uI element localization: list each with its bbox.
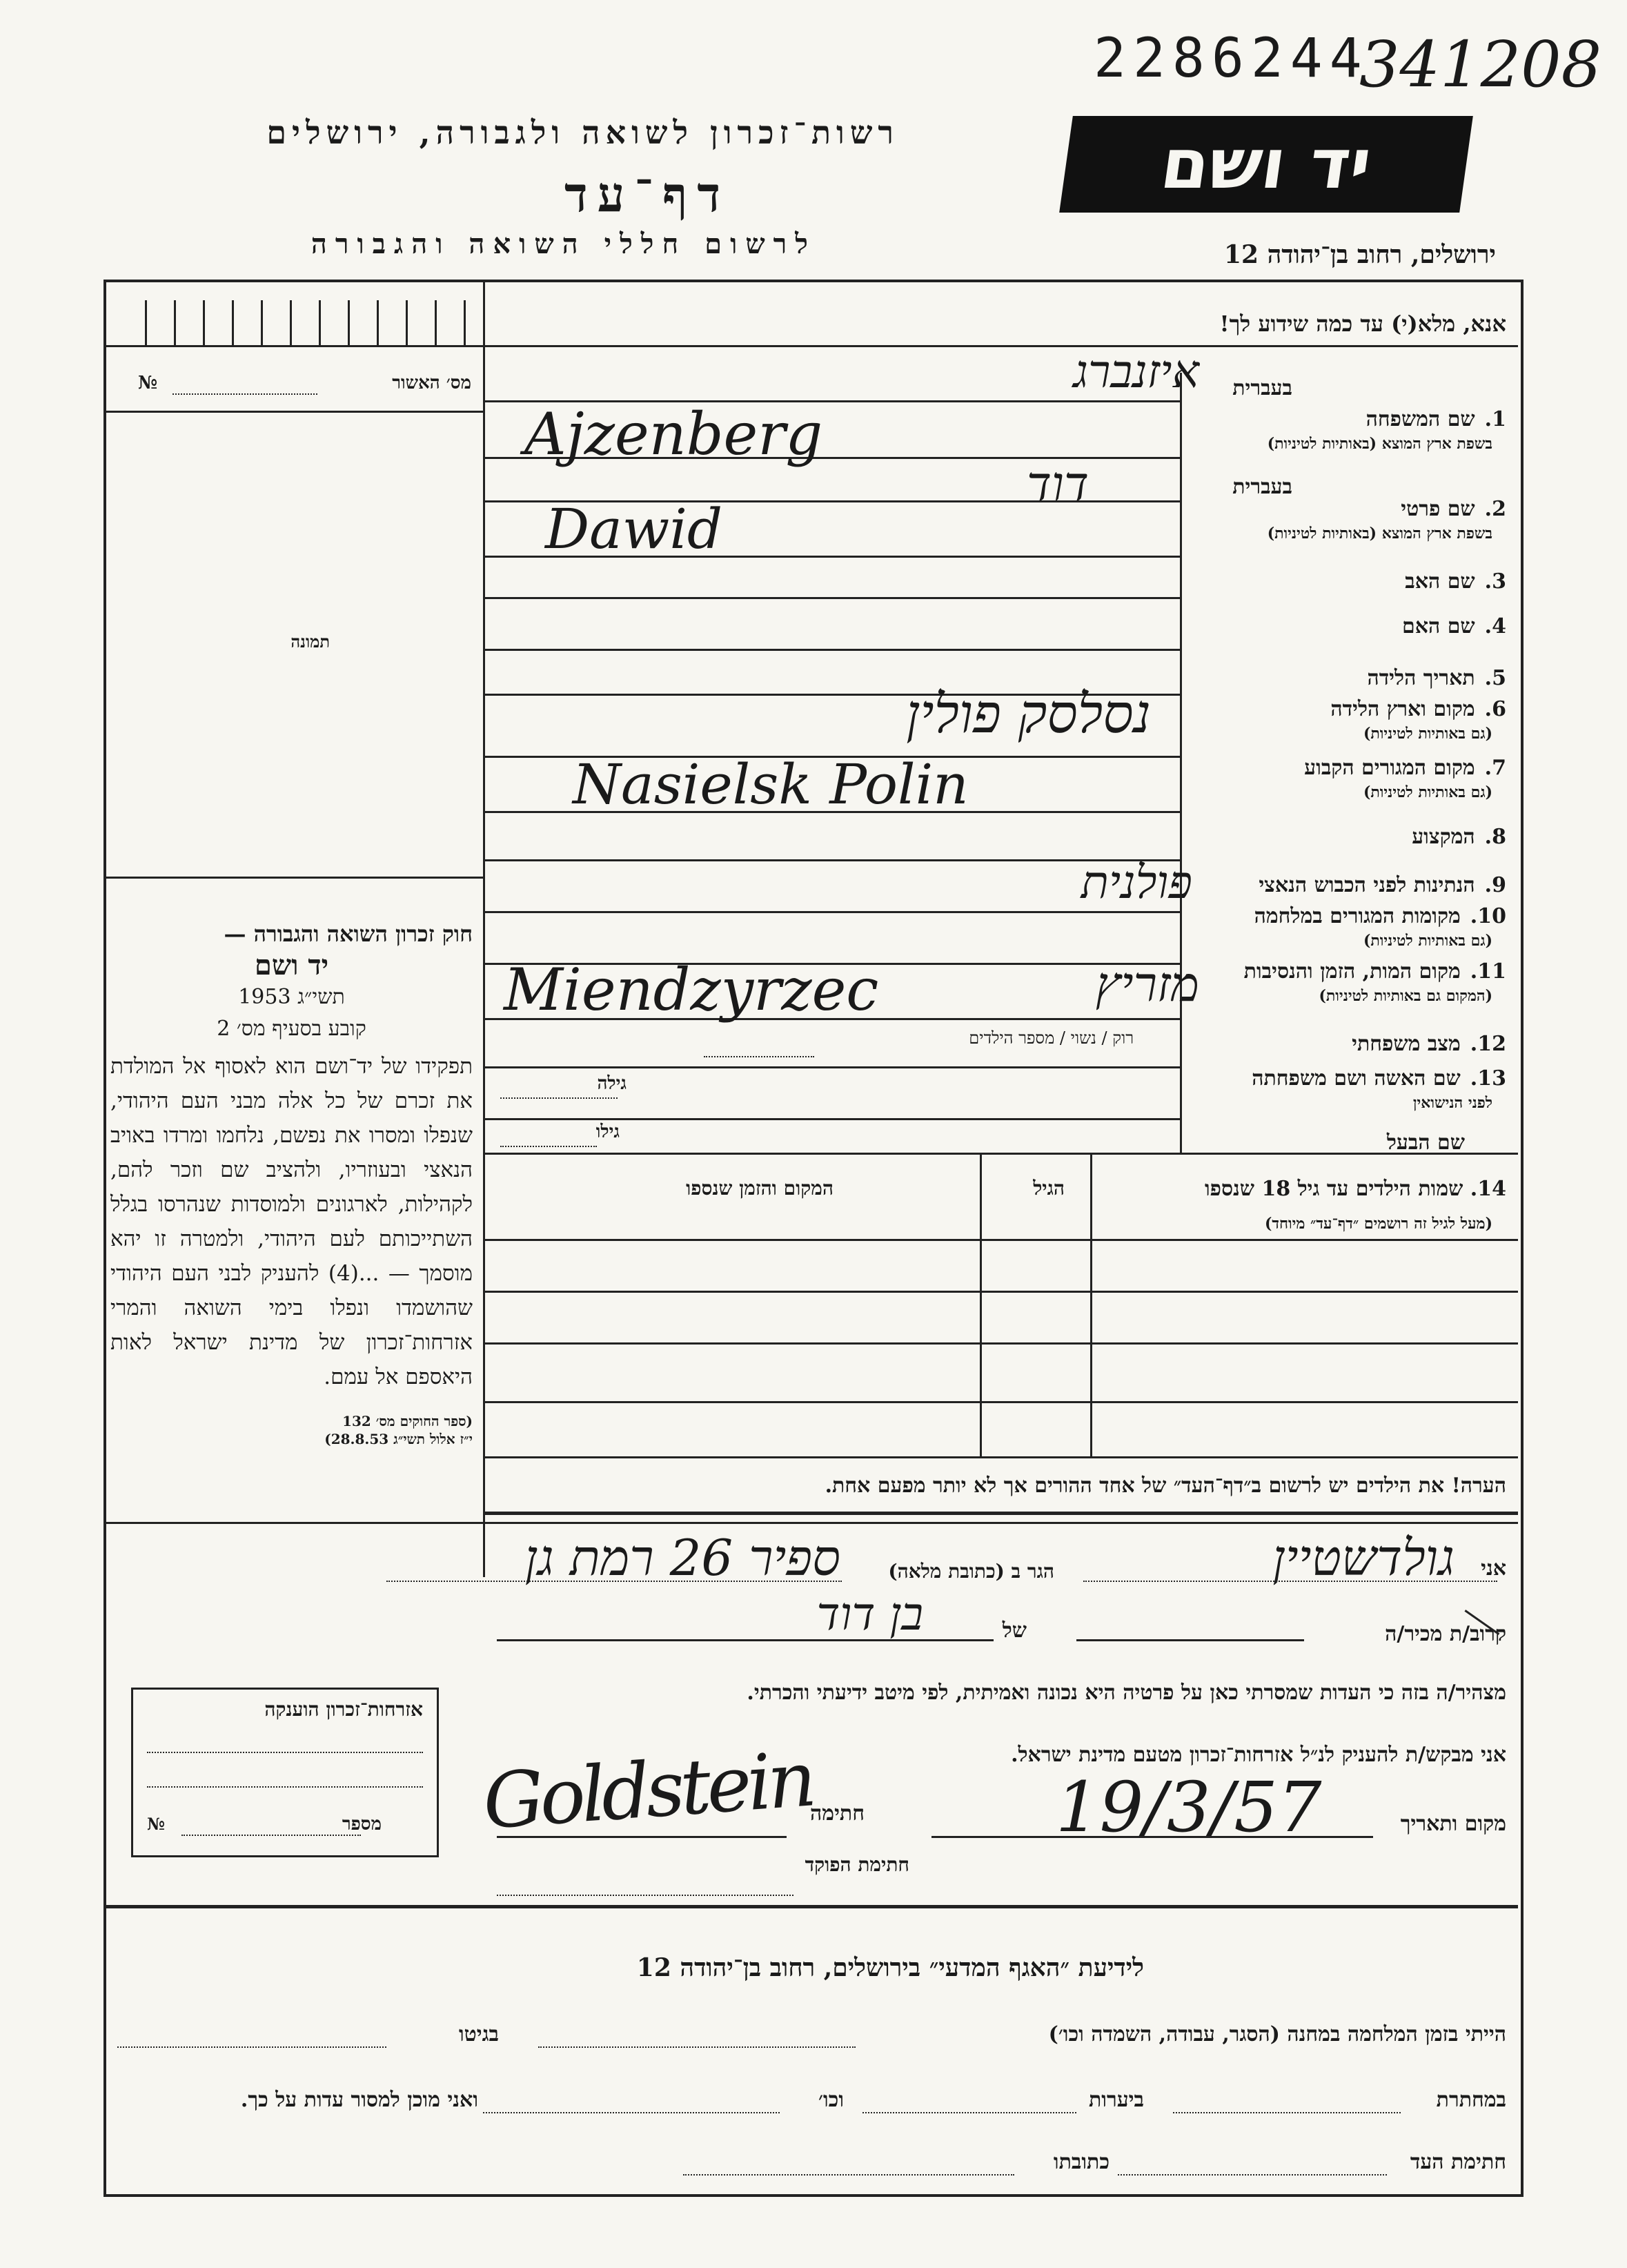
rule — [497, 1639, 994, 1641]
witness-name: גולדשטיין — [1272, 1529, 1455, 1587]
field-label-text: מצב משפחתי — [1352, 1032, 1461, 1056]
field-label-11 — [1244, 959, 1506, 984]
rule — [483, 1291, 1518, 1293]
footer-line2-suffix: ואני מוכן למסור עדות על כך. — [240, 2088, 478, 2112]
rule — [483, 1512, 1518, 1515]
family-name-latin: Ajzenberg — [524, 400, 823, 468]
children-age-header: הגיל — [1033, 1177, 1065, 1200]
witness-address: ספיר 26 רמת גן — [524, 1529, 840, 1587]
rule — [483, 597, 1180, 599]
field-label-1 — [1366, 407, 1506, 431]
note-text: הערה! את הילדים יש לרשום ב״דף־העד״ של אחד ההורים אך לא יותר מפעם אחת. — [825, 1474, 1506, 1498]
field-number: 7. — [1484, 756, 1506, 780]
dotted-line — [862, 2112, 1076, 2113]
org-title: רשות־זכרון לשואה ולגבורה, ירושלים — [266, 114, 899, 151]
field-number: 2. — [1484, 497, 1506, 521]
dotted-line — [1083, 1581, 1497, 1582]
first-name-hebrew: דוד — [1026, 456, 1089, 512]
field-label-12 — [1352, 1032, 1506, 1056]
table-col-divider — [1090, 1153, 1092, 1456]
field-number: 4. — [1484, 614, 1506, 638]
rule — [103, 345, 483, 347]
dotted-line — [683, 2174, 1014, 2176]
children-place-header: המקום והזמן שנספו — [686, 1177, 834, 1200]
nationality: פולנית — [1081, 856, 1192, 909]
serial-number-printed: 2286244 — [1094, 28, 1369, 90]
address: ירושלים, רחוב בן־יהודה 12 — [1223, 240, 1496, 269]
rule — [483, 859, 1180, 861]
rule — [483, 1153, 1518, 1155]
dotted-line — [704, 1056, 814, 1057]
dotted-line — [538, 2046, 856, 2048]
field-label-text: מקום וארץ הלידה — [1330, 697, 1475, 721]
dotted-line — [147, 1786, 423, 1788]
rule — [483, 911, 1180, 913]
death-place-hebrew: מזריץ — [1095, 956, 1199, 1013]
field-number: 12. — [1470, 1032, 1506, 1056]
place-date-label: מקום ותאריך — [1400, 1812, 1506, 1836]
footer-address: כתובתו — [1053, 2150, 1110, 2174]
signature-label: חתימה — [810, 1801, 865, 1826]
footer-partisans: ביערות — [1088, 2088, 1144, 2112]
rule — [1076, 1639, 1304, 1641]
field-label-text: שם האם — [1402, 614, 1475, 638]
rule — [103, 1905, 1518, 1908]
field-label-text: שם האב — [1405, 569, 1475, 594]
rule — [483, 1118, 1180, 1120]
rule — [103, 877, 483, 879]
dotted-line — [181, 1835, 361, 1836]
instruction-text: אנא, מלא(י) עד כמה שידוע לך! — [1219, 311, 1506, 337]
field-number: 11. — [1470, 959, 1506, 984]
field-label-2 — [1401, 497, 1506, 521]
field-number: 9. — [1484, 873, 1506, 897]
dotted-line — [117, 2046, 386, 2048]
number-label: מספר — [342, 1814, 382, 1835]
officer-signature-label: חתימת הפוקד — [805, 1853, 909, 1876]
rule — [483, 1239, 1518, 1241]
field-number: 10. — [1470, 904, 1506, 928]
rule — [497, 1836, 787, 1838]
dotted-line — [1173, 2112, 1401, 2113]
form-subtitle: לרשום חללי השואה והגבורה — [310, 228, 816, 260]
field-label-text: מקומות המגורים במלחמה — [1254, 904, 1461, 928]
field-label-3 — [1405, 569, 1506, 594]
label-divider — [1180, 373, 1182, 1153]
dotted-line — [500, 1146, 597, 1147]
serial-number-handwritten: 341208 — [1359, 28, 1602, 101]
field-label-text: מקום המות, הזמן והנסיבות — [1243, 959, 1461, 984]
family-name-hebrew: איזנברג — [1073, 345, 1199, 398]
footer-ghetto: בגיטו — [458, 2022, 499, 2046]
rule — [483, 649, 1180, 651]
field-label-text: תאריך הלידה — [1367, 666, 1475, 690]
dotted-line — [386, 1581, 842, 1582]
law-ref-date: י״ז אלול תשי״ג 28.8.53) — [324, 1431, 473, 1447]
witness-signature: Goldstein — [480, 1734, 816, 1846]
dotted-line — [147, 1752, 423, 1753]
dotted-line — [1118, 2174, 1387, 2176]
field-sublabel-13: לפני הנישואין — [1412, 1094, 1492, 1112]
rule — [103, 1522, 1518, 1524]
law-box — [110, 918, 473, 1448]
field-sublabel-11: (המקום גם באותיות לטיניות) — [1319, 987, 1492, 1005]
field-label-6 — [1330, 697, 1506, 721]
first-name-latin: Dawid — [545, 497, 723, 561]
of-label: של — [1002, 1619, 1027, 1643]
field-label-text: מקום המגורים הקבוע — [1304, 756, 1475, 780]
field-label-text: הנתינות לפני הכבוש הנאצי — [1259, 873, 1475, 897]
law-year: תשי״ג 1953 — [238, 985, 345, 1009]
tick-boxes — [145, 300, 469, 345]
footer-line1-prefix: הייתי בזמן המלחמה במחנה (הסגר, עבודה, השמדה וכו׳) — [1048, 2022, 1506, 2046]
law-clause: קובע בסעיף מס׳ 2 — [217, 1017, 366, 1041]
dotted-line — [172, 393, 317, 395]
children-sub: (מעל לגיל זה רושמים ״דף־עד״ מיוחד) — [1264, 1215, 1492, 1233]
rule — [483, 1401, 1518, 1403]
field-sublabel-10: (גם באותיות לטיניות) — [1363, 932, 1492, 950]
approval-number-sign: № — [138, 373, 158, 393]
rule — [103, 411, 483, 413]
citizenship-box — [131, 1688, 439, 1857]
field-sublabel-2: בשפת ארץ המוצא (באותיות לטיניות) — [1267, 525, 1492, 542]
law-ref: (ספר החוקים מס׳ 132 — [342, 1413, 473, 1429]
form-title: דף־עד — [564, 166, 730, 223]
declaration-date: 19/3/57 — [1056, 1767, 1322, 1848]
residing-label: הגר ב (כתובת מלאה) — [888, 1560, 1054, 1583]
birthplace-hebrew: נסלסק פולין — [906, 683, 1151, 745]
rule — [483, 345, 1518, 347]
sidebar-divider — [483, 280, 485, 1577]
dotted-line — [500, 1097, 618, 1099]
footer-underground: במחתרת — [1436, 2088, 1506, 2112]
field-number: 6. — [1484, 697, 1506, 721]
request-text: אני מבקש/ת להעניק לנ״ל אזרחות־זכרון מטעם מדינת ישראל. — [1011, 1743, 1506, 1767]
law-text: תפקידו של יד־ושם הוא לאסוף אל המולדת את זכרם של כל אלה מבני העם היהודי, שנפלו ומסרו את נפשם, נלחמו ומרדו באויב הנאצי ובעוזריו, ולהציב שם וזכר להם, לקהילות, לארגונים ולמוסדות שנהרסו בגלל השתייכותם לעם היהודי, ולמטרה זו יהא מוסמך — ...(4) להעניק לבני העם היהודי שהושמדו ונפלו בימי השואה והמרי אזרחות־זכרון של מדינת ישראל לאות היאספם אל עמם. — [110, 1054, 473, 1389]
rule — [483, 1456, 1518, 1458]
rule — [483, 1066, 1180, 1068]
law-name: יד ושם — [254, 949, 329, 981]
relative-label: קרוב/ת מכיר/ה — [1385, 1622, 1506, 1646]
field-label-4 — [1402, 614, 1506, 638]
field-number: 1. — [1484, 407, 1506, 431]
husband-label: שם הבעל — [1386, 1131, 1465, 1155]
footer-heading: לידיעת ״האגף המדעי״ בירושלים, רחוב בן־יהודה 12 — [636, 1953, 1144, 1982]
field-number: 3. — [1484, 569, 1506, 594]
field-number: 8. — [1484, 825, 1506, 849]
marital-options: רוק / נשוי / מספר הילדים — [969, 1028, 1134, 1048]
field-sublabel-7: (גם באותיות לטיניות) — [1363, 783, 1492, 801]
her-age-label: גילה — [597, 1073, 627, 1094]
field-label-text: שם המשפחה — [1365, 407, 1475, 431]
field-label-9 — [1259, 873, 1506, 897]
field-label-text: שם האשה ושם משפחתה — [1252, 1066, 1461, 1091]
yad-vashem-logo — [1059, 116, 1473, 213]
footer-signature: חתימת העד — [1410, 2150, 1506, 2174]
number-sign: № — [147, 1814, 166, 1834]
field-sublabel-6: (גם באותיות לטיניות) — [1363, 725, 1492, 743]
field-label-10 — [1254, 904, 1506, 928]
field-number: 5. — [1484, 666, 1506, 690]
children-label: 14. שמות הילדים עד גיל 18 שנספו — [1204, 1177, 1506, 1201]
i-label: אני — [1481, 1556, 1506, 1581]
field-label-5 — [1367, 666, 1506, 690]
death-place-latin: Miendzyrzec — [504, 956, 879, 1024]
dotted-line — [483, 2112, 780, 2113]
field-label-13 — [1252, 1066, 1506, 1091]
field-sublabel-1: בשפת ארץ המוצא (באותיות לטיניות) — [1267, 435, 1492, 453]
field-label-8 — [1412, 825, 1506, 849]
relation: בן דוד — [816, 1587, 923, 1641]
field-label-text: המקצוע — [1412, 825, 1475, 849]
dotted-line — [497, 1895, 793, 1896]
declare-text: מצהיר/ה בזה כי העדות שמסרתי כאן על פרטיה היא נכונה ואמיתית, לפי מיטב ידיעתי והכרתי. — [747, 1681, 1506, 1705]
field-label-text: שם פרטי — [1401, 497, 1475, 521]
in-hebrew-label-2: בעברית — [1232, 475, 1292, 499]
table-col-divider — [980, 1153, 982, 1456]
in-hebrew-label-1: בעברית — [1232, 376, 1292, 400]
rule — [483, 1342, 1518, 1345]
photo-label: תמונה — [290, 632, 330, 652]
birthplace-latin: Nasielsk Polin — [573, 752, 969, 817]
law-title: חוק זכרון השואה והגבורה — — [224, 921, 473, 947]
his-age-label: גילו — [595, 1122, 620, 1142]
field-label-7 — [1304, 756, 1506, 780]
field-number: 13. — [1470, 1066, 1506, 1091]
citizenship-box-title: אזרחות־זכרון הוענקה — [264, 1698, 423, 1721]
rule — [931, 1836, 1373, 1838]
logo-text: יד ושם — [1156, 124, 1377, 204]
footer-etc: וכו׳ — [818, 2088, 844, 2112]
approval-number-label: מס׳ האשור — [392, 373, 471, 393]
